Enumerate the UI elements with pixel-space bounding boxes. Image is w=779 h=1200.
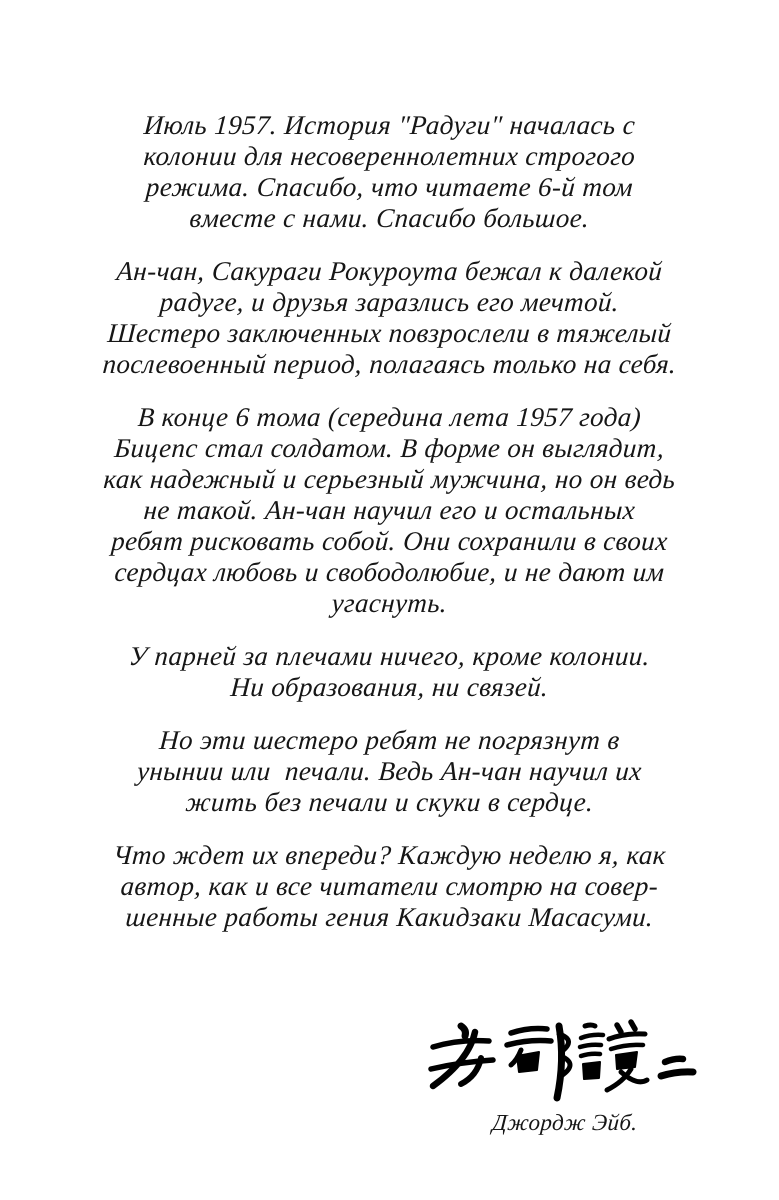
text-line: радуге, и друзья заразлись его мечтой.: [158, 287, 621, 317]
text-line: жить без печали и скуки в сердце.: [184, 787, 595, 817]
text-line: шенные работы гения Какидзаки Масасуми.: [124, 902, 655, 932]
text-line: режима. Спасибо, что читаете 6-й том: [145, 172, 635, 202]
text-line: Что ждет их впереди? Каждую неделю я, как: [112, 840, 667, 870]
text-line: унынии или печали. Ведь Ан-чан научил их: [136, 756, 643, 786]
text-line: Ни образования, ни связей.: [229, 672, 550, 702]
paragraph-no-background: [0, 641, 779, 703]
text-line: как надежный и серьезный мужчина, но он ведь: [102, 464, 677, 494]
text-line: ребят рисковать собой. Они сохранили в своих: [110, 526, 669, 556]
signature-name: Джордж Эйб.: [491, 1110, 639, 1135]
paragraph-anchan: [0, 256, 779, 380]
paragraph-no-sorrow: [0, 725, 779, 818]
text-line: угаснуть.: [330, 588, 449, 618]
text-line: Шестеро заключенных повзрослели в тяжелый: [106, 318, 673, 348]
text-line: Бицепс стал солдатом. В форме он выглядит,: [113, 433, 666, 463]
signature-kanji-calligraphy: [425, 1018, 705, 1108]
text-line: В конце 6 тома (середина лета 1957 года): [136, 402, 643, 432]
paragraph-volume-end: [0, 402, 779, 619]
paragraph-outro: [0, 840, 779, 933]
text-line: У парней за плечами ничего, кроме колонии.: [127, 641, 652, 671]
text-line: не такой. Ан-чан научил его и остальных: [142, 495, 637, 525]
text-line: вместе с нами. Спасибо большое.: [188, 203, 591, 233]
text-line: послевоенный период, полагаясь только на себя.: [101, 349, 678, 379]
author-signature: [425, 1018, 705, 1137]
text-line: автор, как и все читатели смотрю на совер-: [119, 871, 660, 901]
text-line: колонии для несовереннолетних строгого: [142, 141, 637, 171]
paragraph-intro: [0, 110, 779, 234]
text-line: сердцах любовь и свободолюбие, и не дают им: [113, 557, 666, 587]
text-line: Но эти шестеро ребят не погрязнут в: [158, 725, 621, 755]
text-line: Ан-чан, Сакураги Рокуроута бежал к далекой: [115, 256, 664, 286]
text-line: Июль 1957. История "Радуги" началась с: [142, 110, 637, 140]
